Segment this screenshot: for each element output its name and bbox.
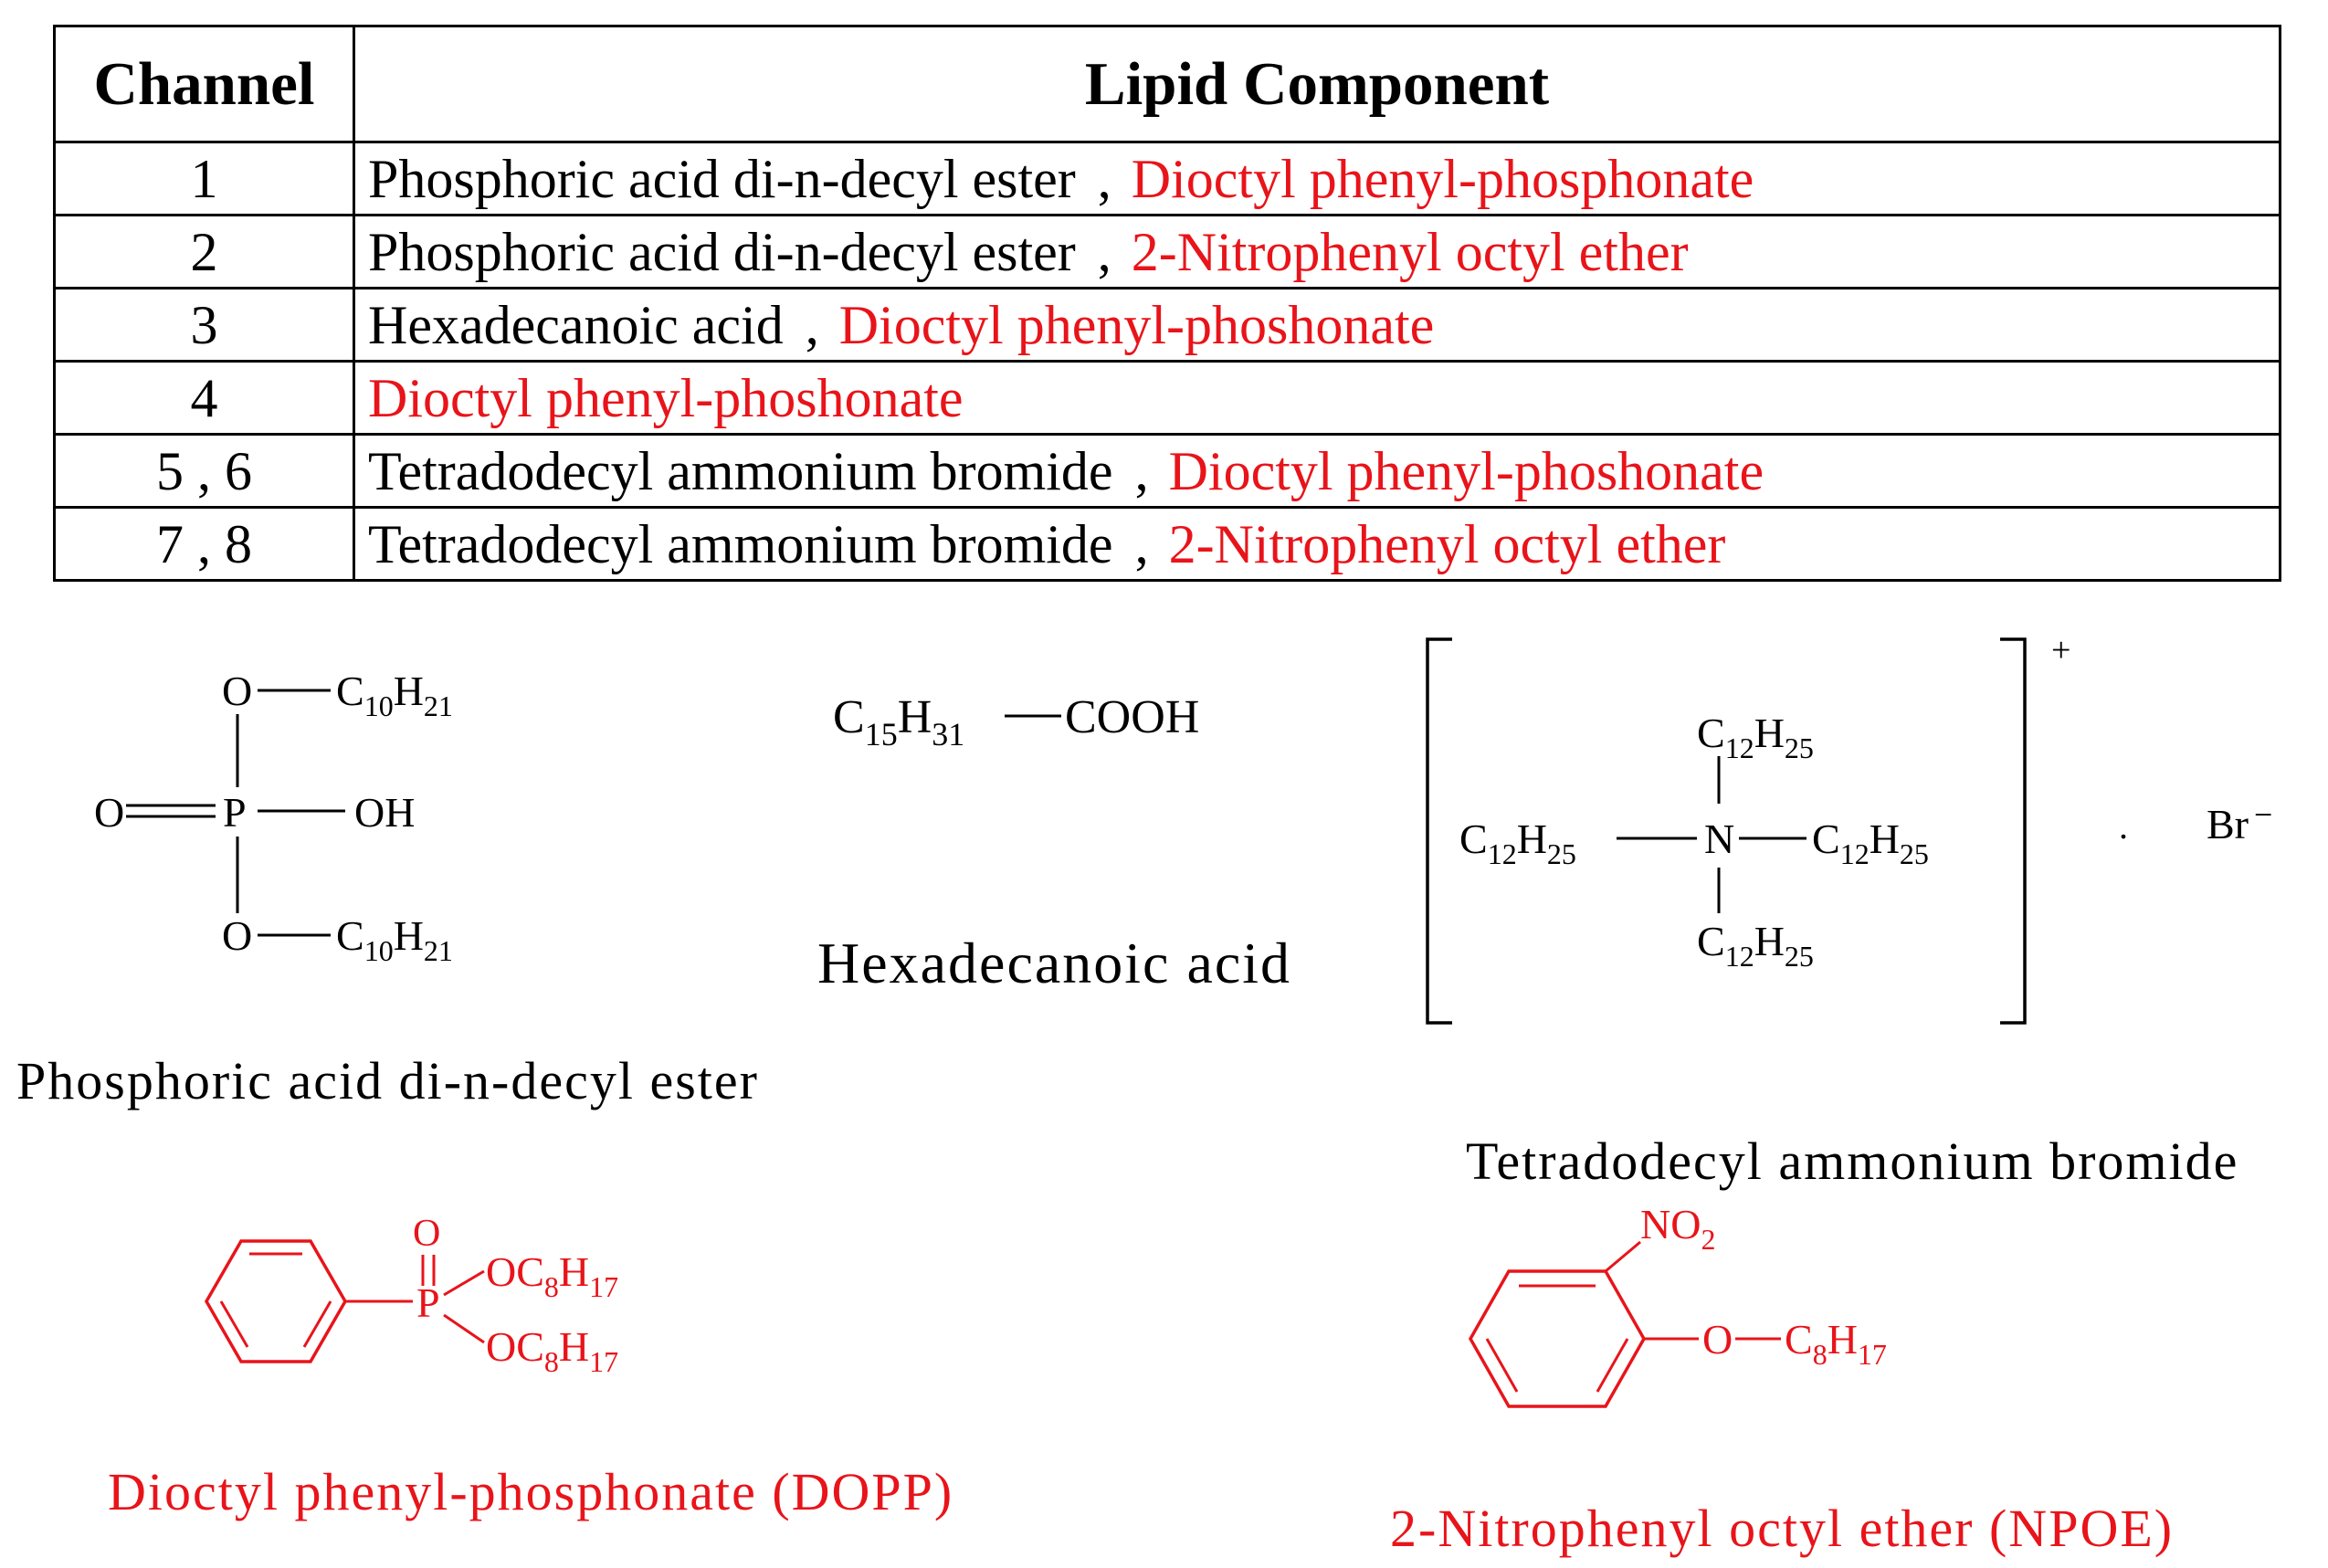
- chain: $C_8H_{17}$: [1785, 1316, 1887, 1371]
- chain-top: $C_{12}H_{25}$: [1697, 710, 1814, 764]
- ammonium-structure: [1427, 631, 2272, 1023]
- atom-oh: OH: [354, 789, 416, 836]
- atom-o-double: O: [94, 789, 125, 836]
- npoe-structure: [1470, 1201, 1887, 1406]
- nitro-group: $NO_2$: [1640, 1201, 1716, 1256]
- anion: Br −: [2207, 796, 2273, 847]
- atom-p: P: [416, 1279, 440, 1326]
- lipid-separator: ,: [1097, 221, 1111, 282]
- channel-cell: 2: [55, 216, 354, 289]
- hexadecanoic-structure: [833, 691, 1199, 752]
- atom-p: P: [223, 789, 247, 836]
- ammonium-name: Tetradodecyl ammonium bromide: [1466, 1131, 2239, 1191]
- channel-cell: 4: [55, 362, 354, 435]
- lipid-red: Dioctyl phenyl-phoshonate: [1168, 440, 1764, 501]
- channel-header: Channel: [55, 26, 354, 142]
- chain: $C_{15}H_{31}$: [833, 691, 965, 752]
- channel-cell: 5 , 6: [55, 435, 354, 508]
- chain-bottom: $C_{10}H_{21}$: [336, 912, 453, 967]
- ester-upper: $OC_8H_{17}$: [486, 1248, 619, 1303]
- lipid-separator: ,: [805, 294, 819, 355]
- lipid-red: Dioctyl phenyl-phoshonate: [838, 294, 1435, 355]
- channel-cell: 7 , 8: [55, 508, 354, 581]
- lipid-red: 2-Nitrophenyl octyl ether: [1168, 513, 1726, 574]
- atom-o-double: O: [413, 1213, 441, 1255]
- lipid-header: Lipid Component: [354, 26, 2281, 142]
- lipid-red: 2-Nitrophenyl octyl ether: [1131, 221, 1689, 282]
- bond: [444, 1315, 484, 1342]
- chain-top: $C_{10}H_{21}$: [336, 668, 453, 722]
- aromatic-bond: [221, 1301, 248, 1347]
- atom-o: O: [1702, 1316, 1733, 1363]
- charge-plus: +: [2051, 631, 2071, 669]
- lipid-black: Tetradodecyl ammonium bromide: [368, 513, 1113, 574]
- channel-cell: 1: [55, 142, 354, 216]
- lipid-separator: ,: [1097, 148, 1111, 209]
- dopp-name: Dioctyl phenyl-phosphonate (DOPP): [108, 1462, 954, 1521]
- aromatic-bond: [304, 1301, 331, 1347]
- bond: [1606, 1242, 1640, 1271]
- bond: [444, 1271, 484, 1295]
- lipid-separator: ,: [1134, 513, 1149, 574]
- bracket-left: [1427, 639, 1452, 1023]
- group-cooh: COOH: [1065, 691, 1200, 743]
- hexadecanoic-name: Hexadecanoic acid: [817, 931, 1292, 995]
- lipid-black: Hexadecanoic acid: [368, 294, 784, 355]
- chain-right: $C_{12}H_{25}$: [1812, 816, 1929, 870]
- atom-o-bottom: O: [222, 912, 253, 959]
- lipid-black: Phosphoric acid di-n-decyl ester: [368, 148, 1076, 209]
- atom-o-top: O: [222, 668, 253, 714]
- bracket-right: [2000, 639, 2025, 1023]
- atom-n: N: [1704, 816, 1735, 862]
- lipid-black: Phosphoric acid di-n-decyl ester: [368, 221, 1076, 282]
- dopp-structure: [206, 1213, 618, 1378]
- benzene-ring: [206, 1241, 345, 1362]
- chain-left: $C_{12}H_{25}$: [1459, 816, 1576, 870]
- dot: .: [2119, 805, 2128, 847]
- aromatic-bond: [1487, 1339, 1517, 1392]
- phosphoric-structure: [94, 668, 453, 967]
- aromatic-bond: [1597, 1339, 1627, 1392]
- npoe-name: 2-Nitrophenyl octyl ether (NPOE): [1390, 1499, 2175, 1558]
- lipid-red: Dioctyl phenyl-phoshonate: [368, 367, 964, 428]
- ester-lower: $OC_8H_{17}$: [486, 1323, 619, 1378]
- lipid-black: Tetradodecyl ammonium bromide: [368, 440, 1113, 501]
- chain-bottom: $C_{12}H_{25}$: [1697, 918, 1814, 973]
- benzene-ring: [1470, 1271, 1644, 1406]
- channel-cell: 3: [55, 289, 354, 362]
- lipid-red: Dioctyl phenyl-phosphonate: [1131, 148, 1754, 209]
- lipid-separator: ,: [1134, 440, 1149, 501]
- phosphoric-name: Phosphoric acid di-n-decyl ester: [16, 1051, 759, 1110]
